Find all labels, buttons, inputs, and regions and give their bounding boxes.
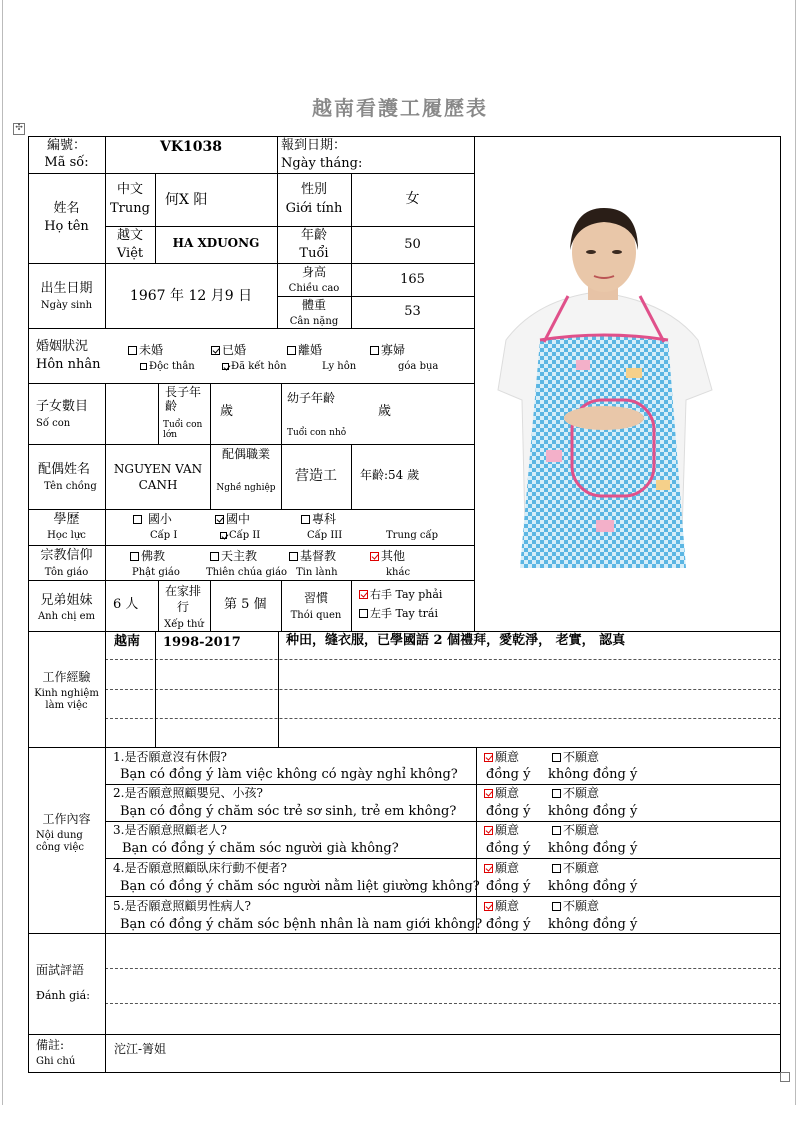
spouse-label-zh: 配偶姓名 <box>38 462 91 477</box>
height-value[interactable]: 165 <box>400 272 425 287</box>
name-vn-label-zh: 越文 <box>116 228 143 243</box>
sibling-rank-value[interactable]: 第 5 個 <box>224 597 267 612</box>
experience-label-vi: Kinh nghiệm làm việc <box>34 688 99 711</box>
name-label-vi: Họ tên <box>44 219 89 234</box>
checked-checkbox-icon <box>220 532 227 539</box>
right-hand-option[interactable]: 右手 Tay phải <box>359 589 442 602</box>
checkbox-icon <box>140 363 147 370</box>
checkbox-icon <box>130 552 139 561</box>
weight-label-vi: Cân nặng <box>289 316 339 327</box>
marriage-option-married-vi: Đã kết hôn <box>222 361 287 373</box>
birth-value[interactable]: 1967 年 12 月9 日 <box>129 288 253 304</box>
page-title: 越南看護工履歷表 <box>312 96 488 120</box>
habit-label-vi: Thói quen <box>290 610 342 621</box>
code-label-vi: Mã số: <box>44 155 89 170</box>
gender-label-zh: 性別 <box>300 182 327 197</box>
gender-label-vi: Giới tính <box>285 201 343 216</box>
agree-option-vi: đồng ý <box>486 879 531 894</box>
disagree-option-vi: không đồng ý <box>548 917 638 932</box>
code-value[interactable]: VK1038 <box>160 139 222 155</box>
rule <box>105 821 781 822</box>
notes-value[interactable]: 沱江-箐姐 <box>114 1042 167 1056</box>
disagree-option-vi: không đồng ý <box>548 767 638 782</box>
rule <box>28 509 474 510</box>
agree-option-vi: đồng ý <box>486 804 531 819</box>
table-resize-handle-icon[interactable] <box>780 1072 790 1082</box>
dashed-rule <box>105 968 781 969</box>
education-label-zh: 學歷 <box>53 512 80 527</box>
question-vi: Bạn có đồng ý chăm sóc người già không? <box>122 841 399 856</box>
question-vi: Bạn có đồng ý chăm sóc trẻ sơ sinh, trẻ em không? <box>120 804 457 819</box>
question-zh: 5.是否願意照顧男性病人? <box>113 899 251 913</box>
marriage-option-divorced[interactable]: 離婚 <box>287 344 322 358</box>
checkbox-icon <box>301 515 310 524</box>
rule <box>28 747 781 748</box>
education-option-middle[interactable]: 國中 <box>215 513 250 527</box>
rule <box>28 383 474 384</box>
religion-option-catholic[interactable]: 天主教 <box>210 550 257 564</box>
rule <box>28 328 474 329</box>
rule <box>28 1034 781 1035</box>
eldest-value[interactable]: 歲 <box>220 404 234 419</box>
weight-value[interactable]: 53 <box>404 304 421 319</box>
question-zh: 3.是否願意照顧老人? <box>113 823 227 837</box>
dashed-rule <box>105 718 781 719</box>
agree-option[interactable]: 願意 <box>484 824 519 838</box>
rule <box>474 136 475 631</box>
checkbox-icon <box>552 826 561 835</box>
spouse-job[interactable]: 营造工 <box>295 468 337 484</box>
question-zh: 1.是否願意沒有休假? <box>113 750 227 764</box>
religion-option-buddhism[interactable]: 佛教 <box>130 550 165 564</box>
marriage-option-single[interactable]: 未婚 <box>128 344 163 358</box>
spouse-job-label-vi: Nghề nghiệp <box>216 483 276 493</box>
rule <box>28 545 474 546</box>
education-label-vi: Học lực <box>47 530 86 541</box>
rule <box>278 631 279 747</box>
checked-checkbox-icon <box>484 753 493 762</box>
rule <box>780 136 781 1072</box>
sibling-rank-label-zh: 在家排行 <box>164 584 201 614</box>
checkbox-icon <box>552 902 561 911</box>
marriage-label-vi: Hôn nhân <box>36 357 101 372</box>
siblings-label-vi: Anh chị em <box>37 611 96 622</box>
rule <box>105 226 474 227</box>
rule <box>105 509 106 581</box>
notes-label-vi: Ghi chú <box>36 1056 76 1067</box>
rule <box>105 896 781 897</box>
code-label-zh: 編號： <box>46 138 86 153</box>
left-hand-option[interactable]: 左手 Tay trái <box>359 608 438 621</box>
agree-option[interactable]: 願意 <box>484 900 519 914</box>
name-label-zh: 姓名 <box>53 201 80 216</box>
work-label-vi: Nội dung công việc <box>36 830 85 853</box>
checked-checkbox-icon <box>211 346 220 355</box>
marriage-label-zh: 婚姻狀況 <box>36 339 89 354</box>
youngest-value[interactable]: 歲 <box>378 404 392 419</box>
agree-option[interactable]: 願意 <box>484 787 519 801</box>
rule <box>28 173 474 174</box>
gender-value[interactable]: 女 <box>405 191 420 207</box>
education-option-vocational-vi: Trung cấp <box>386 530 439 541</box>
habit-label-zh: 習慣 <box>303 591 328 605</box>
checkbox-icon <box>552 864 561 873</box>
education-option-college-vi: Cấp III <box>307 530 343 541</box>
name-vn-label-vi: Việt <box>116 246 144 261</box>
education-option-middle-vi: Cấp II <box>220 530 260 542</box>
rule <box>210 580 211 631</box>
disagree-option-vi: không đồng ý <box>548 804 638 819</box>
name-cn-label-zh: 中文 <box>116 182 143 197</box>
agree-option[interactable]: 願意 <box>484 862 519 876</box>
experience-place[interactable]: 越南 <box>114 634 141 649</box>
rule <box>281 383 282 444</box>
table-move-handle-icon[interactable]: ✣ <box>13 123 25 135</box>
religion-option-protestant-vi: Tin lành <box>296 567 338 578</box>
siblings-value[interactable]: 6 人 <box>113 597 139 612</box>
report-date-label-zh: 報到日期： <box>281 138 347 153</box>
rule <box>351 580 352 631</box>
checked-checkbox-icon <box>484 789 493 798</box>
rule <box>105 580 106 631</box>
age-value[interactable]: 50 <box>404 237 421 252</box>
youngest-label-zh: 幼子年齡 <box>287 391 336 405</box>
rule <box>158 383 159 444</box>
religion-label-vi: Tôn giáo <box>44 567 89 578</box>
rule <box>28 1072 781 1073</box>
religion-option-catholic-vi: Thiên chúa giáo <box>206 567 288 578</box>
agree-option-vi: đồng ý <box>486 767 531 782</box>
rule <box>351 444 352 509</box>
notes-label-zh: 備註: <box>36 1038 65 1052</box>
age-label-vi: Tuổi <box>299 246 329 261</box>
name-cn-label-vi: Trung <box>110 201 150 216</box>
checked-checkbox-icon <box>222 363 229 370</box>
height-label-vi: Chiều cao <box>288 283 340 294</box>
name-cn-value[interactable]: 何X 阳 <box>165 192 208 208</box>
checked-checkbox-icon <box>484 864 493 873</box>
checked-checkbox-icon <box>359 590 368 599</box>
eldest-label-vi: Tuổi con lớn <box>163 420 203 440</box>
question-vi: Bạn có đồng ý làm việc không có ngày nghỉ không? <box>120 767 458 782</box>
work-label-zh: 工作內容 <box>42 812 91 826</box>
disagree-option[interactable]: 不願意 <box>552 751 599 765</box>
sibling-rank-label-vi: Xếp thứ <box>164 619 204 630</box>
checked-checkbox-icon <box>484 826 493 835</box>
rule <box>210 444 211 509</box>
checkbox-icon <box>287 346 296 355</box>
checkbox-icon <box>133 515 142 524</box>
checkbox-icon <box>289 552 298 561</box>
disagree-option[interactable]: 不願意 <box>552 862 599 876</box>
marriage-option-single-vi: Độc thân <box>140 361 195 373</box>
question-zh: 2.是否願意照顧嬰兒、小孩? <box>113 786 263 800</box>
rule <box>155 631 156 747</box>
experience-years[interactable]: 1998-2017 <box>163 635 241 650</box>
checkbox-icon <box>210 552 219 561</box>
siblings-label-zh: 兄弟姐妹 <box>40 593 93 608</box>
marriage-option-divorced-vi: Ly hôn <box>322 361 357 372</box>
checkbox-icon <box>552 753 561 762</box>
education-option-primary[interactable]: 國小 <box>133 513 172 527</box>
birth-label-vi: Ngày sinh <box>40 300 93 311</box>
dashed-rule <box>105 689 781 690</box>
rule <box>105 784 781 785</box>
rule <box>28 580 474 581</box>
youngest-label-vi: Tuổi con nhỏ <box>287 428 347 438</box>
children-label-vi: Số con <box>36 418 71 429</box>
checked-checkbox-icon <box>215 515 224 524</box>
rule <box>28 631 781 632</box>
rule <box>28 444 474 445</box>
birth-label-zh: 出生日期 <box>40 281 93 296</box>
rule <box>28 136 781 137</box>
question-vi: Bạn có đồng ý chăm sóc bệnh nhân là nam giới không? <box>120 917 483 932</box>
religion-option-other[interactable]: 其他 <box>370 550 405 564</box>
spouse-job-label-zh: 配偶職業 <box>221 447 270 461</box>
checked-checkbox-icon <box>370 552 379 561</box>
rule <box>210 383 211 444</box>
dashed-rule <box>105 1003 781 1004</box>
rule <box>105 383 106 444</box>
dashed-rule <box>105 659 781 660</box>
rule <box>105 858 781 859</box>
spouse-name[interactable]: NGUYEN VAN CANH <box>113 462 203 493</box>
eldest-label-zh: 長子年齡 <box>165 385 202 413</box>
checkbox-icon <box>128 346 137 355</box>
education-option-primary-vi: Cấp I <box>150 530 178 541</box>
education-option-college[interactable]: 專科 <box>301 513 336 527</box>
agree-option-vi: đồng ý <box>486 841 531 856</box>
question-zh: 4.是否願意照顧臥床行動不便者? <box>113 861 287 875</box>
experience-label-zh: 工作經驗 <box>42 670 91 684</box>
religion-label-zh: 宗教信仰 <box>40 548 93 563</box>
marriage-option-widowed-vi: góa bụa <box>398 361 439 372</box>
disagree-option[interactable]: 不願意 <box>552 900 599 914</box>
applicant-photo-image <box>476 200 732 568</box>
disagree-option[interactable]: 不願意 <box>552 824 599 838</box>
experience-content[interactable]: 种田，缝衣服，已學國語 2 個禮拜，愛乾淨， 老實， 認真 <box>286 633 626 648</box>
agree-option[interactable]: 願意 <box>484 751 519 765</box>
disagree-option-vi: không đồng ý <box>548 841 638 856</box>
religion-option-protestant[interactable]: 基督教 <box>289 550 336 564</box>
marriage-option-widowed[interactable]: 寡婦 <box>370 344 405 358</box>
children-label-zh: 子女數目 <box>36 399 89 414</box>
agree-option-vi: đồng ý <box>486 917 531 932</box>
rule <box>105 444 106 509</box>
age-label-zh: 年齡 <box>300 228 327 243</box>
report-date-label-vi: Ngày tháng: <box>281 156 363 171</box>
religion-option-buddhism-vi: Phật giáo <box>132 567 180 578</box>
religion-option-other-vi: khác <box>386 567 411 578</box>
checkbox-icon <box>370 346 379 355</box>
rule <box>476 747 477 933</box>
question-vi: Bạn có đồng ý chăm sóc người nằm liệt giường không? <box>120 879 480 894</box>
checkbox-icon <box>552 789 561 798</box>
disagree-option[interactable]: 不願意 <box>552 787 599 801</box>
checkbox-icon <box>359 609 368 618</box>
review-label-vi: Đánh giá: <box>36 989 90 1002</box>
spouse-age[interactable]: 年齡:54 歲 <box>360 468 420 482</box>
disagree-option-vi: không đồng ý <box>548 879 638 894</box>
checked-checkbox-icon <box>484 902 493 911</box>
applicant-photo <box>476 200 732 568</box>
height-label-zh: 身高 <box>301 265 326 279</box>
marriage-option-married[interactable]: 已婚 <box>211 344 246 358</box>
spouse-label-vi: Tên chồng <box>44 481 97 492</box>
rule <box>28 933 781 934</box>
name-vn-value[interactable]: HA XDUONG <box>172 236 260 250</box>
rule <box>277 296 474 297</box>
weight-label-zh: 體重 <box>301 298 326 312</box>
review-label-zh: 面試評語 <box>36 963 85 977</box>
rule <box>28 263 474 264</box>
